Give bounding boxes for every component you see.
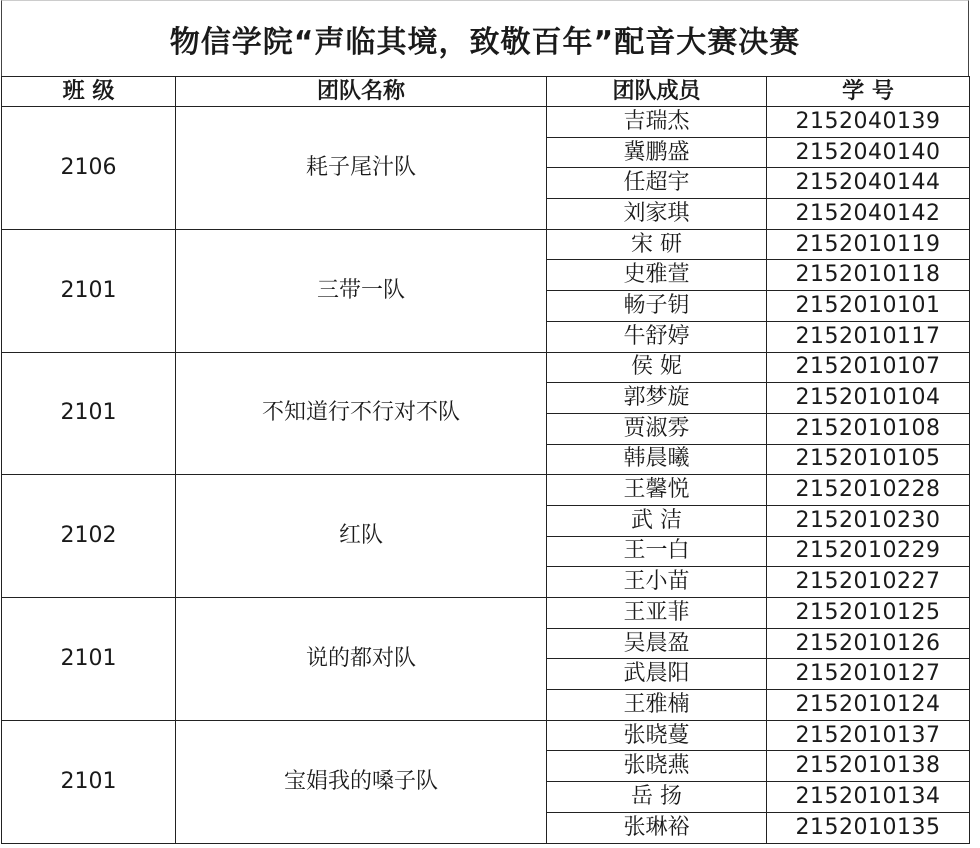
title-cell[interactable] bbox=[1, 0, 969, 76]
student-id-cell[interactable]: 2152010228 bbox=[767, 475, 970, 506]
student-id-cell[interactable]: 2152040142 bbox=[767, 199, 970, 230]
member-name-cell[interactable]: 任超宇 bbox=[547, 168, 767, 199]
table-row bbox=[2, 475, 970, 506]
page-title: 物信学院“声临其境，致敬百年”配音大赛决赛 bbox=[169, 24, 801, 60]
header-members[interactable]: 团队成员 bbox=[547, 77, 767, 107]
member-name-cell[interactable]: 冀鹏盛 bbox=[547, 137, 767, 168]
student-id-cell[interactable]: 2152040144 bbox=[767, 168, 970, 199]
table-row bbox=[2, 352, 970, 383]
table-row bbox=[2, 598, 970, 629]
member-name-cell[interactable]: 王馨悦 bbox=[547, 475, 767, 506]
member-name-cell[interactable]: 吴晨盈 bbox=[547, 628, 767, 659]
header-row bbox=[2, 77, 970, 107]
member-name-cell[interactable]: 张晓蔓 bbox=[547, 720, 767, 751]
member-name-cell[interactable]: 贾淑雰 bbox=[547, 413, 767, 444]
member-name-cell[interactable]: 牛舒婷 bbox=[547, 321, 767, 352]
member-name-cell[interactable]: 王亚菲 bbox=[547, 598, 767, 629]
student-id-cell[interactable]: 2152010124 bbox=[767, 690, 970, 721]
student-id-cell[interactable]: 2152040140 bbox=[767, 137, 970, 168]
member-name-cell[interactable]: 王雅楠 bbox=[547, 690, 767, 721]
team-name-cell[interactable]: 三带一队 bbox=[176, 229, 547, 352]
class-cell[interactable]: 2102 bbox=[2, 475, 176, 598]
student-id-cell[interactable]: 2152010108 bbox=[767, 413, 970, 444]
header-team[interactable]: 团队名称 bbox=[176, 77, 547, 107]
student-id-cell[interactable]: 2152010134 bbox=[767, 782, 970, 813]
student-id-cell[interactable]: 2152010138 bbox=[767, 751, 970, 782]
member-name-cell[interactable]: 刘家琪 bbox=[547, 199, 767, 230]
member-name-cell[interactable]: 侯 妮 bbox=[547, 352, 767, 383]
class-cell[interactable]: 2101 bbox=[2, 352, 176, 475]
student-id-cell[interactable]: 2152010127 bbox=[767, 659, 970, 690]
student-id-cell[interactable]: 2152010118 bbox=[767, 260, 970, 291]
member-name-cell[interactable]: 史雅萱 bbox=[547, 260, 767, 291]
team-name-cell[interactable]: 说的都对队 bbox=[176, 598, 547, 721]
team-name-cell[interactable]: 耗子尾汁队 bbox=[176, 107, 547, 230]
class-cell[interactable]: 2106 bbox=[2, 107, 176, 230]
class-cell[interactable]: 2101 bbox=[2, 598, 176, 721]
header-student-id[interactable]: 学 号 bbox=[767, 77, 970, 107]
student-id-cell[interactable]: 2152010105 bbox=[767, 444, 970, 475]
member-name-cell[interactable]: 武晨阳 bbox=[547, 659, 767, 690]
student-id-cell[interactable]: 2152010227 bbox=[767, 567, 970, 598]
student-id-cell[interactable]: 2152010126 bbox=[767, 628, 970, 659]
team-name-cell[interactable]: 不知道行不行对不队 bbox=[176, 352, 547, 475]
member-name-cell[interactable]: 郭梦旋 bbox=[547, 383, 767, 414]
member-name-cell[interactable]: 张晓燕 bbox=[547, 751, 767, 782]
student-id-cell[interactable]: 2152010107 bbox=[767, 352, 970, 383]
student-id-cell[interactable]: 2152010230 bbox=[767, 505, 970, 536]
student-id-cell[interactable]: 2152010125 bbox=[767, 598, 970, 629]
student-id-cell[interactable]: 2152010119 bbox=[767, 229, 970, 260]
student-id-cell[interactable]: 2152010135 bbox=[767, 812, 970, 843]
member-name-cell[interactable]: 武 洁 bbox=[547, 505, 767, 536]
student-id-cell[interactable]: 2152010117 bbox=[767, 321, 970, 352]
member-name-cell[interactable]: 吉瑞杰 bbox=[547, 107, 767, 138]
student-id-cell[interactable]: 2152010101 bbox=[767, 291, 970, 322]
roster-table bbox=[1, 76, 970, 844]
member-name-cell[interactable]: 畅子钥 bbox=[547, 291, 767, 322]
table-row bbox=[2, 720, 970, 751]
student-id-cell[interactable]: 2152010104 bbox=[767, 383, 970, 414]
table-row bbox=[2, 107, 970, 138]
member-name-cell[interactable]: 韩晨曦 bbox=[547, 444, 767, 475]
team-name-cell[interactable]: 宝娟我的嗓子队 bbox=[176, 720, 547, 843]
header-class[interactable]: 班 级 bbox=[2, 77, 176, 107]
table-row bbox=[2, 229, 970, 260]
member-name-cell[interactable]: 张琳裕 bbox=[547, 812, 767, 843]
roster-body bbox=[2, 107, 970, 844]
student-id-cell[interactable]: 2152010229 bbox=[767, 536, 970, 567]
member-name-cell[interactable]: 王一白 bbox=[547, 536, 767, 567]
member-name-cell[interactable]: 岳 扬 bbox=[547, 782, 767, 813]
student-id-cell[interactable]: 2152040139 bbox=[767, 107, 970, 138]
member-name-cell[interactable]: 宋 研 bbox=[547, 229, 767, 260]
class-cell[interactable]: 2101 bbox=[2, 720, 176, 843]
sheet-margin bbox=[970, 0, 980, 848]
member-name-cell[interactable]: 王小苗 bbox=[547, 567, 767, 598]
class-cell[interactable]: 2101 bbox=[2, 229, 176, 352]
student-id-cell[interactable]: 2152010137 bbox=[767, 720, 970, 751]
team-name-cell[interactable]: 红队 bbox=[176, 475, 547, 598]
